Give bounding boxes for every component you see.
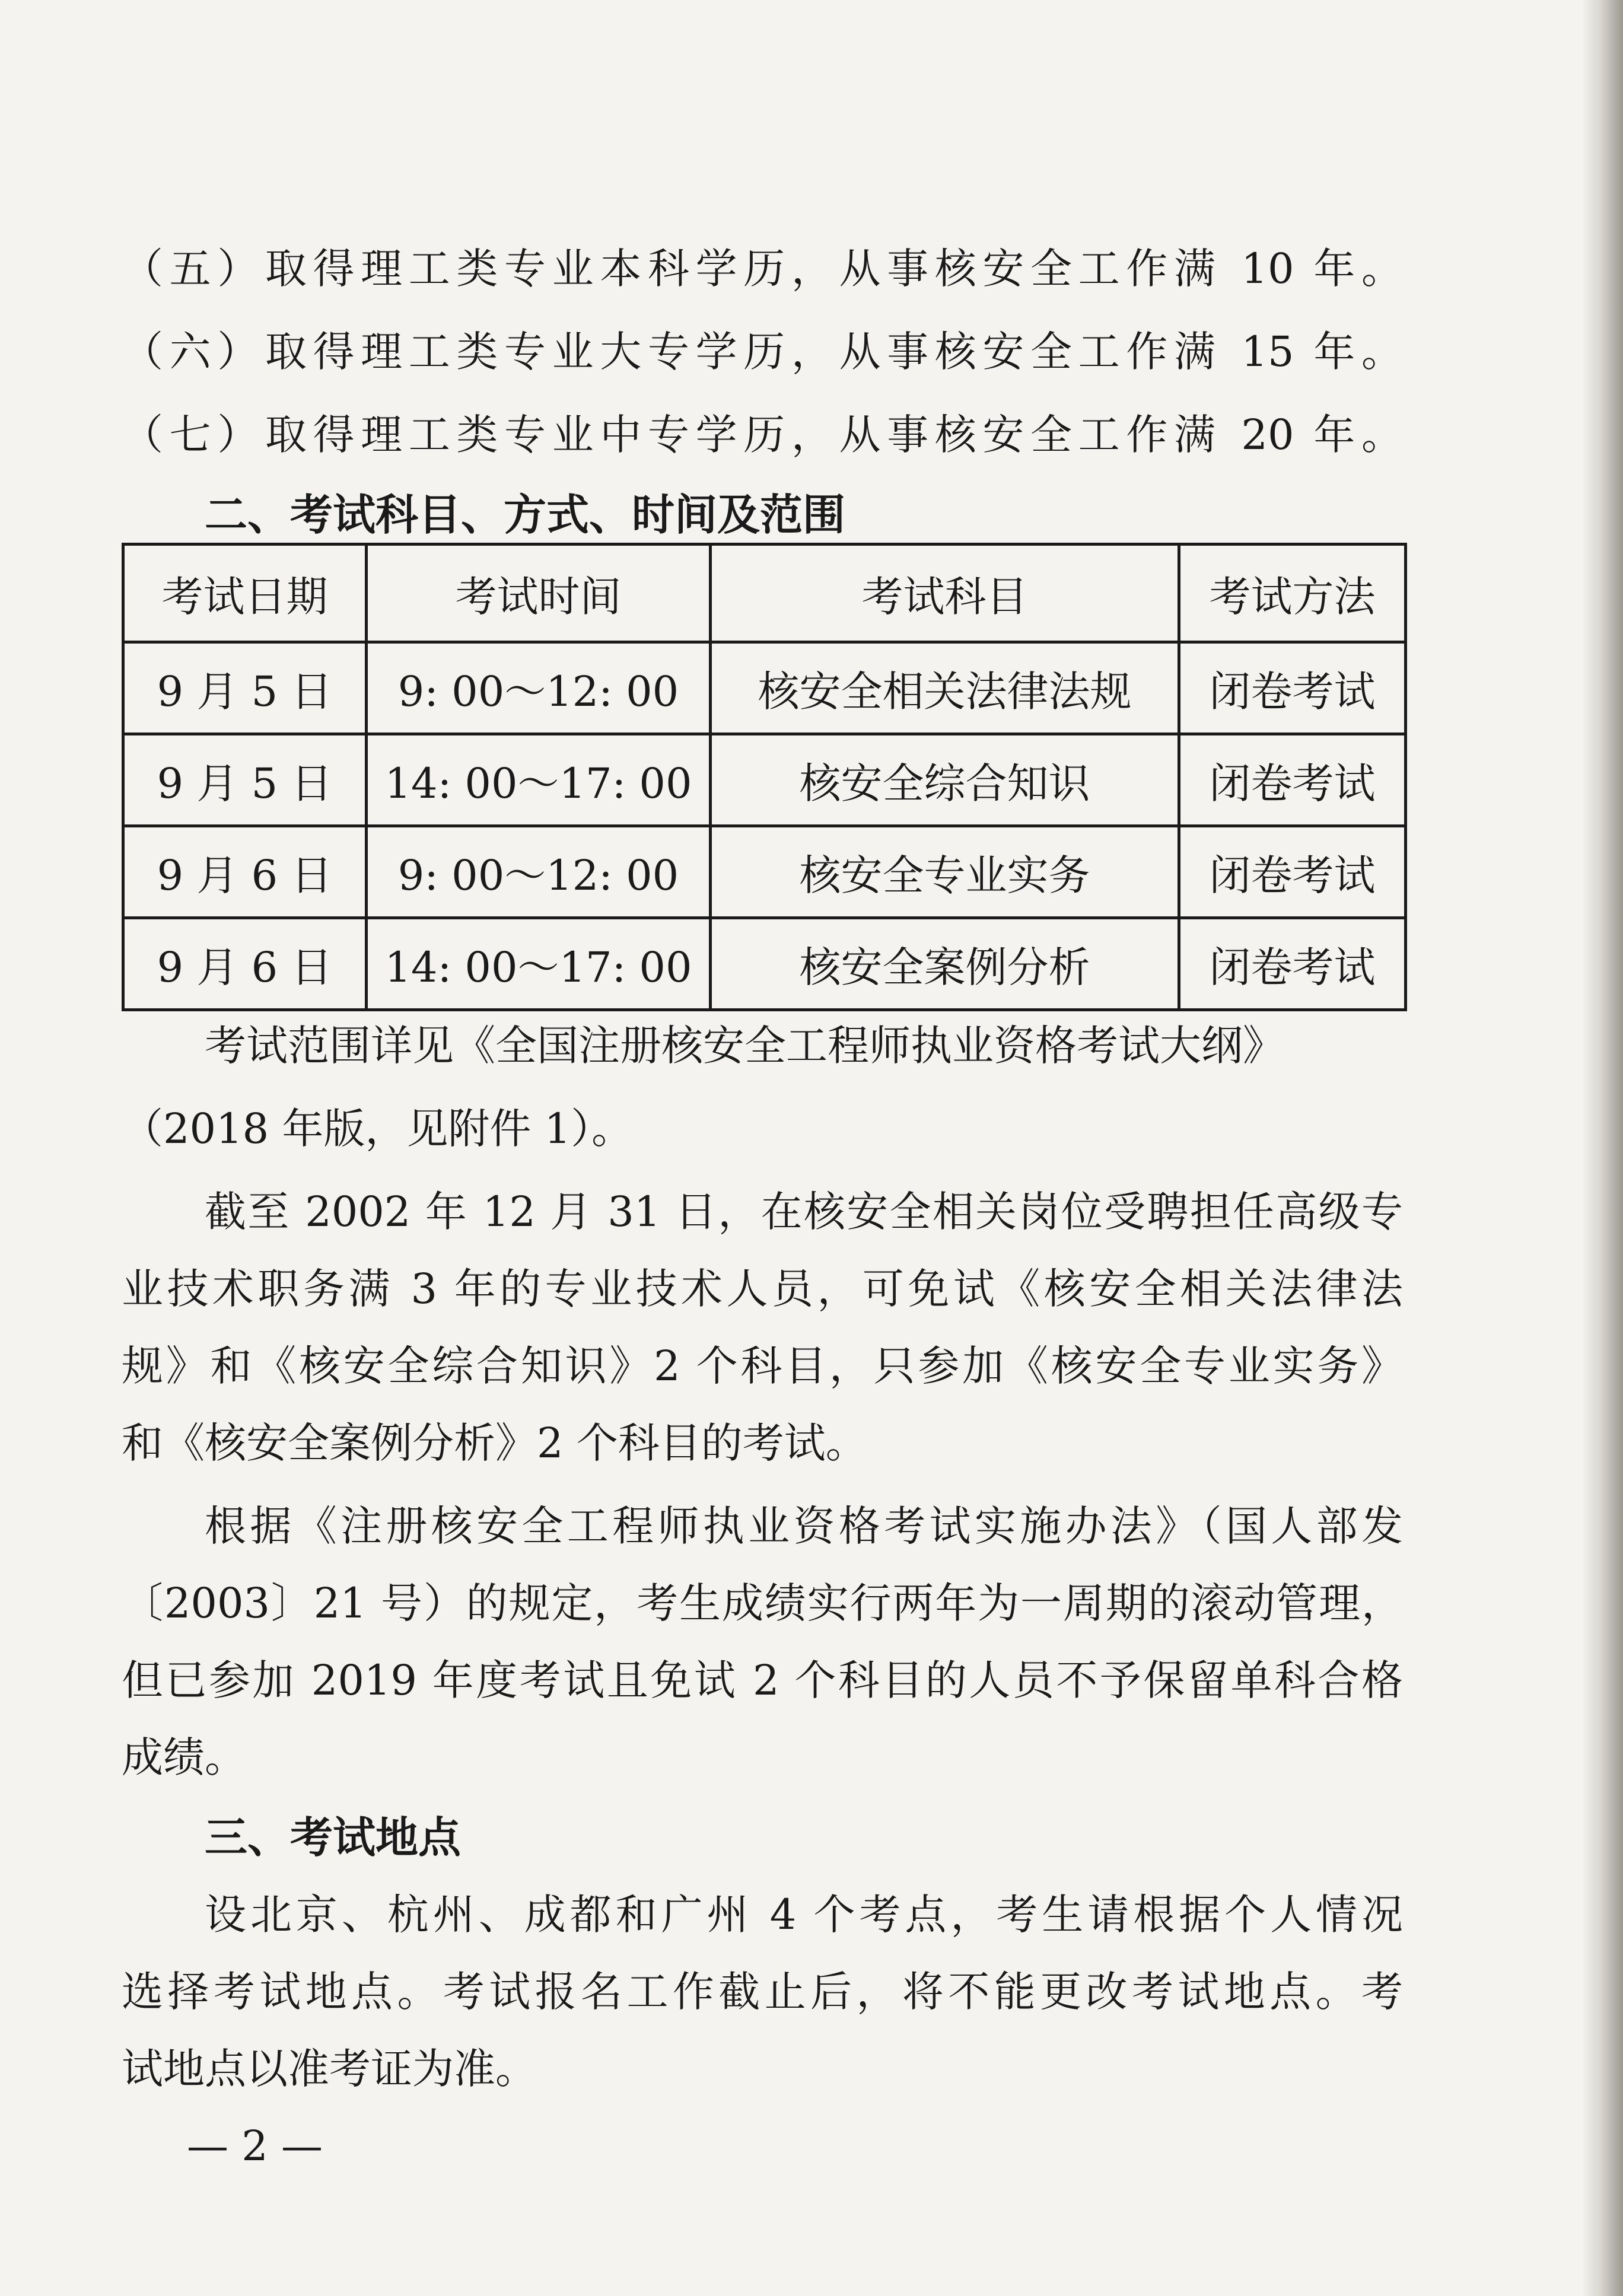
cell-subject: 核安全相关法律法规 xyxy=(711,642,1179,734)
cell-method: 闭卷考试 xyxy=(1179,826,1406,918)
cell-time: 9: 00～12: 00 xyxy=(367,642,711,734)
table-row xyxy=(123,826,1406,918)
cell-time: 9: 00～12: 00 xyxy=(367,826,711,918)
exam-schedule-table xyxy=(122,543,1407,1011)
exemption-paragraph-line-3: 规》和《核安全综合知识》2 个科目，只参加《核安全专业实务》 xyxy=(122,1342,1403,1390)
exemption-paragraph-line-2: 业技术职务满 3 年的专业技术人员，可免试《核安全相关法律法 xyxy=(122,1265,1403,1313)
rolling-management-line-2: 〔2003〕21 号）的规定，考生成绩实行两年为一周期的滚动管理， xyxy=(122,1579,1403,1628)
header-exam-subject: 考试科目 xyxy=(711,544,1179,642)
cell-date: 9 月 6 日 xyxy=(123,918,367,1010)
cell-time: 14: 00～17: 00 xyxy=(367,734,711,826)
location-paragraph-line-3: 试地点以准考证为准。 xyxy=(122,2045,537,2093)
cell-subject: 核安全综合知识 xyxy=(711,734,1179,826)
location-paragraph-line-1: 设北京、杭州、成都和广州 4 个考点，考生请根据个人情况 xyxy=(205,1890,1403,1939)
exemption-paragraph-line-4: 和《核安全案例分析》2 个科目的考试。 xyxy=(122,1419,867,1467)
cell-date: 9 月 5 日 xyxy=(123,734,367,826)
cell-subject: 核安全专业实务 xyxy=(711,826,1179,918)
scope-paragraph-line-1: 考试范围详见《全国注册核安全工程师执业资格考试大纲》 xyxy=(205,1021,1284,1070)
header-exam-method: 考试方法 xyxy=(1179,544,1406,642)
page-edge-shadow xyxy=(1581,0,1623,2296)
cell-date: 9 月 6 日 xyxy=(123,826,367,918)
table-row xyxy=(123,918,1406,1010)
cell-method: 闭卷考试 xyxy=(1179,642,1406,734)
scope-paragraph-line-2: （2018 年版，见附件 1）。 xyxy=(122,1104,634,1153)
condition-6: （六）取得理工类专业大专学历，从事核安全工作满 15 年。 xyxy=(122,327,1403,376)
condition-7: （七）取得理工类专业中专学历，从事核安全工作满 20 年。 xyxy=(122,410,1403,459)
section-2-heading: 二、考试科目、方式、时间及范围 xyxy=(205,490,846,540)
section-3-heading: 三、考试地点 xyxy=(205,1813,462,1862)
cell-time: 14: 00～17: 00 xyxy=(367,918,711,1010)
page-number: — 2 — xyxy=(187,2122,323,2170)
location-paragraph-line-2: 选择考试地点。考试报名工作截止后，将不能更改考试地点。考 xyxy=(122,1967,1403,2016)
table-row xyxy=(123,642,1406,734)
cell-date: 9 月 5 日 xyxy=(123,642,367,734)
rolling-management-line-1: 根据《注册核安全工程师执业资格考试实施办法》（国人部发 xyxy=(205,1502,1403,1550)
header-exam-date: 考试日期 xyxy=(123,544,367,642)
table-header-row xyxy=(123,544,1406,642)
cell-subject: 核安全案例分析 xyxy=(711,918,1179,1010)
cell-method: 闭卷考试 xyxy=(1179,918,1406,1010)
condition-5: （五）取得理工类专业本科学历，从事核安全工作满 10 年。 xyxy=(122,244,1403,293)
header-exam-time: 考试时间 xyxy=(367,544,711,642)
cell-method: 闭卷考试 xyxy=(1179,734,1406,826)
rolling-management-line-3: 但已参加 2019 年度考试且免试 2 个科目的人员不予保留单科合格 xyxy=(122,1656,1403,1705)
rolling-management-line-4: 成绩。 xyxy=(122,1733,246,1782)
table-row xyxy=(123,734,1406,826)
exemption-paragraph-line-1: 截至 2002 年 12 月 31 日，在核安全相关岗位受聘担任高级专 xyxy=(205,1187,1403,1236)
